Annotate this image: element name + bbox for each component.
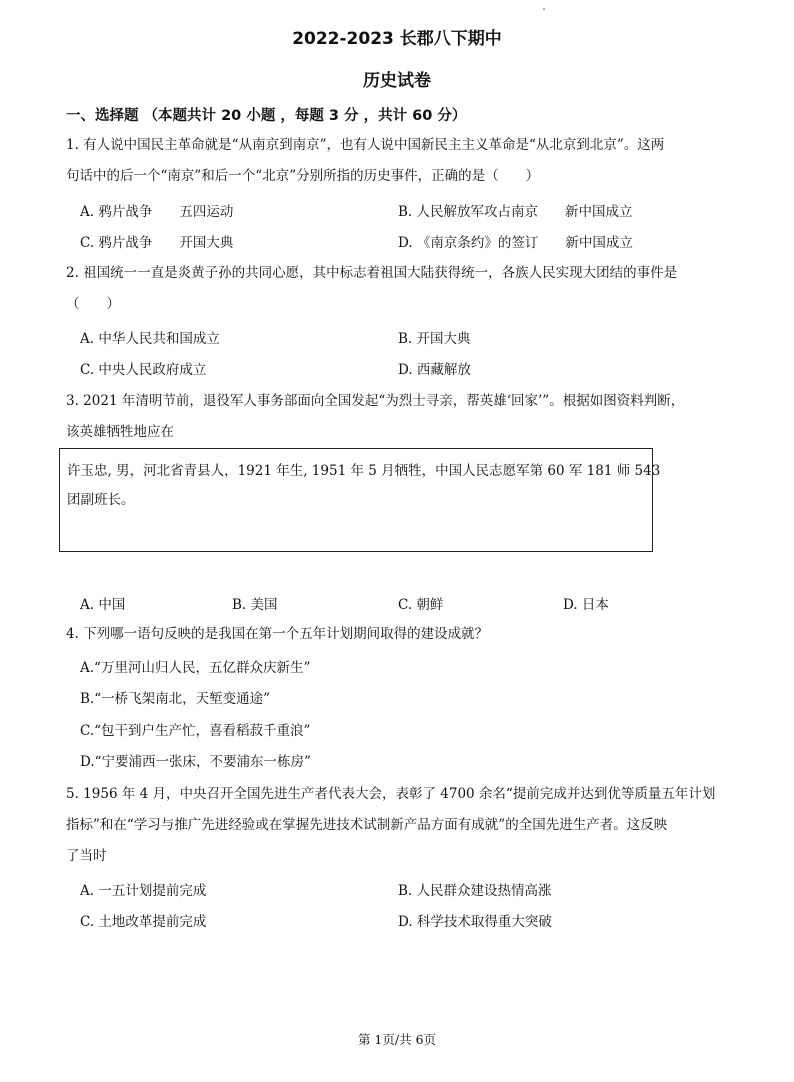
section-heading: 一、选择题 （本题共计 20 小题 ，每题 3 分 ，共计 60 分） [66,108,467,124]
q5-option-a[interactable]: A. 一五计划提前完成 [80,883,207,899]
q2-option-a[interactable]: A. 中华人民共和国成立 [80,331,220,347]
q4-option-b[interactable]: B.“一桥飞架南北，天堑变通途” [80,691,271,707]
q5-line-2: 指标”和在“学习与推广先进经验或在掌握先进技术试制新产品方面有成就”的全国先进生产者。这反映 [66,817,668,833]
q1-option-c[interactable]: C. 鸦片战争 开国大典 [80,235,234,251]
q1-line-2: 句话中的后一个“南京”和后一个“北京”分别所指的历史事件，正确的是（ ） [66,168,540,184]
q2-option-c[interactable]: C. 中央人民政府成立 [80,362,207,378]
q4-option-c[interactable]: C.“包干到户生产忙，喜看稻菽千重浪” [80,723,311,739]
q1-option-a[interactable]: A. 鸦片战争 五四运动 [80,204,234,220]
q2-option-d[interactable]: D. 西藏解放 [398,362,471,378]
q4-line-1: 4. 下列哪一语句反映的是我国在第一个五年计划期间取得的建设成就？ [66,626,489,642]
page-number: 第 1页/共 6页 [357,1032,437,1047]
q1-option-b[interactable]: B. 人民解放军攻占南京 新中国成立 [398,204,633,220]
q3-option-b[interactable]: B. 美国 [232,597,278,613]
q3-line-1: 3. 2021 年清明节前，退役军人事务部面向全国发起“为烈士寻亲，帮英雄‘回家’”。根据如图资料判断， [66,393,685,409]
exam-title: 2022-2023 长郡八下期中 [292,29,502,49]
q5-option-c[interactable]: C. 土地改革提前完成 [80,914,207,930]
q5-line-1: 5. 1956 年 4 月，中央召开全国先进生产者代表大会，表彰了 4700 余名“提前完成并达到优等质量五年计划 [66,786,716,802]
q3-option-d[interactable]: D. 日本 [563,597,609,613]
q3-option-a[interactable]: A. 中国 [80,597,126,613]
q4-option-d[interactable]: D.“宁要浦西一张床，不要浦东一栋房” [80,754,311,770]
q3-line-2: 该英雄牺牲地应在 [66,424,174,440]
q2-line-2: （ ） [66,296,120,312]
material-line-1: 许玉忠, 男，河北省青县人，1921 年生, 1951 年 5 月牺牲，中国人民志愿军第 60 军 181 师 543 [67,463,661,479]
q1-option-d[interactable]: D. 《南京条约》的签订 新中国成立 [398,235,633,251]
material-line-2: 团副班长。 [67,492,135,508]
q2-option-b[interactable]: B. 开国大典 [398,331,471,347]
exam-subtitle: 历史试卷 [363,71,431,91]
q2-line-1: 2. 祖国统一一直是炎黄子孙的共同心愿，其中标志着祖国大陆获得统一，各族人民实现大团结的事件是 [66,265,678,281]
q5-line-3: 了当时 [66,848,107,864]
q5-option-b[interactable]: B. 人民群众建设热情高涨 [398,883,552,899]
q5-option-d[interactable]: D. 科学技术取得重大突破 [398,914,552,930]
q4-option-a[interactable]: A.“万里河山归人民，五亿群众庆新生” [80,660,311,676]
q1-line-1: 1. 有人说中国民主革命就是“从南京到南京”，也有人说中国新民主主义革命是“从北京到北京”。这两 [66,137,665,153]
scan-dot [543,8,545,10]
q3-option-c[interactable]: C. 朝鲜 [398,597,444,613]
